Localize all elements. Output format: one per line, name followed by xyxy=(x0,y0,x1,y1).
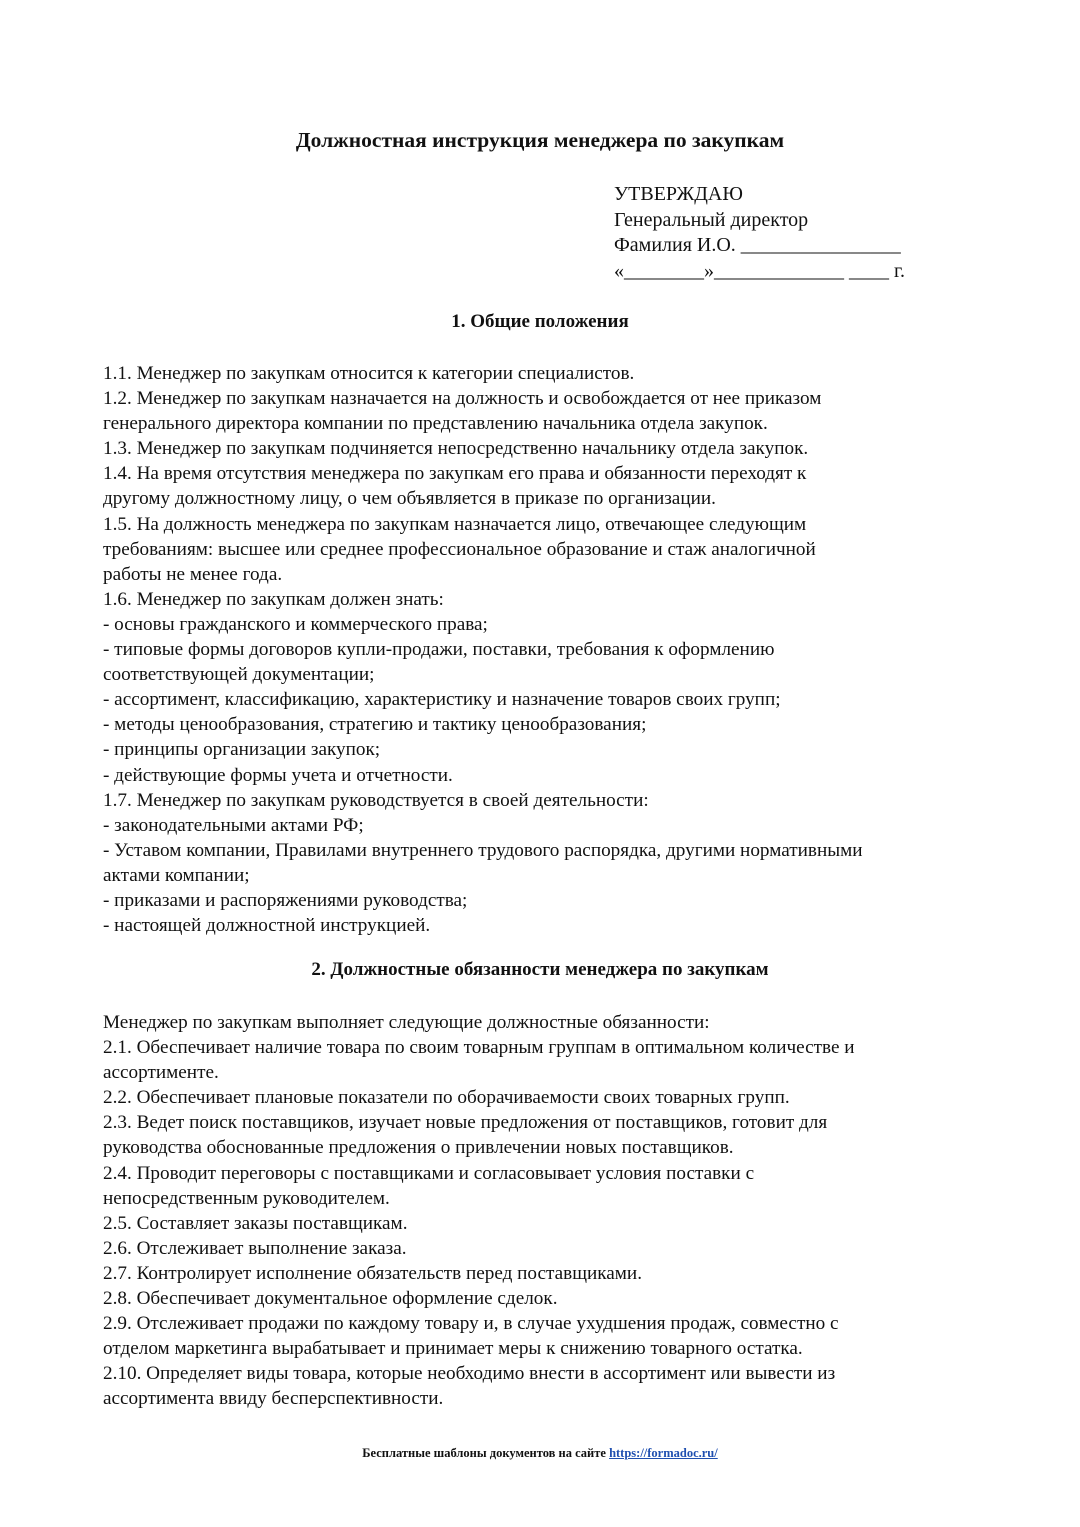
document-title: Должностная инструкция менеджера по закупкам xyxy=(295,128,785,152)
section-1-line: - действующие формы учета и отчетности. xyxy=(103,764,453,786)
section-1-line: - настоящей должностной инструкцией. xyxy=(103,915,431,937)
section-1-line: - основы гражданского и коммерческого права; xyxy=(103,613,488,635)
section-1-line: 1.1. Менеджер по закупкам относится к категории специалистов. xyxy=(103,363,635,384)
footer-text: Бесплатные шаблоны документов на сайте xyxy=(362,1446,610,1460)
section-2-line: 2.6. Отслеживает выполнение заказа. xyxy=(103,1237,407,1259)
section-2-line: 2.2. Обеспечивает плановые показатели по оборачиваемости своих товарных групп. xyxy=(103,1087,790,1109)
section-2-line: ассортимента ввиду бесперспективности. xyxy=(103,1388,444,1410)
section-1-line: другому должностному лицу, о чем объявляется в приказе по организации. xyxy=(103,488,716,510)
section-2-line: отделом маркетинга вырабатывает и принимает меры к снижению товарного остатка. xyxy=(103,1338,803,1360)
section-1-line: требованиям: высшее или среднее профессиональное образование и стаж аналогичной xyxy=(103,538,816,560)
section-2-body xyxy=(103,1010,983,1412)
section-2-line: 2.8. Обеспечивает документальное оформление сделок. xyxy=(103,1288,558,1310)
section-2-line: 2.4. Проводит переговоры с поставщиками и согласовывает условия поставки с xyxy=(103,1162,755,1184)
section-1-line: - законодательными актами РФ; xyxy=(103,814,364,836)
section-1-line: 1.7. Менеджер по закупкам руководствуется в своей деятельности: xyxy=(103,789,649,811)
section-1-line: - принципы организации закупок; xyxy=(103,739,381,761)
section-1-line: - ассортимент, классификацию, характеристику и назначение товаров своих групп; xyxy=(103,689,781,711)
section-1-line: - методы ценообразования, стратегию и тактику ценообразования; xyxy=(103,714,647,736)
approval-block xyxy=(614,182,905,284)
section-1-line: генерального директора компании по представлению начальника отдела закупок. xyxy=(103,413,768,435)
approval-signature-line: Фамилия И.О. ________________ xyxy=(614,234,901,256)
footer xyxy=(0,1446,1080,1461)
section-1-line: 1.6. Менеджер по закупкам должен знать: xyxy=(103,588,444,610)
section-2-line: 2.1. Обеспечивает наличие товара по своим товарным группам в оптимальном количестве и xyxy=(103,1037,855,1059)
section-1-line: - Уставом компании, Правилами внутреннего трудового распорядка, другими нормативными xyxy=(103,839,863,861)
section-1-line: актами компании; xyxy=(103,864,250,886)
section-2-line: 2.3. Ведет поиск поставщиков, изучает новые предложения от поставщиков, готовит для xyxy=(103,1112,828,1134)
section-2-line: ассортименте. xyxy=(103,1062,219,1084)
section-1-line: 1.4. На время отсутствия менеджера по закупкам его права и обязанности переходят к xyxy=(103,463,807,485)
section-1-line: 1.2. Менеджер по закупкам назначается на должность и освобождается от нее приказом xyxy=(103,388,822,410)
section-1-line: 1.5. На должность менеджера по закупкам назначается лицо, отвечающее следующим xyxy=(103,513,807,535)
section-2-line: 2.9. Отслеживает продажи по каждому товару и, в случае ухудшения продаж, совместно с xyxy=(103,1313,839,1335)
section-1-heading: 1. Общие положения xyxy=(451,311,629,332)
section-2-line: 2.10. Определяет виды товара, которые необходимо внести в ассортимент или вывести из xyxy=(103,1363,836,1385)
section-2-line: 2.7. Контролирует исполнение обязательств перед поставщиками. xyxy=(103,1262,643,1284)
section-1-line: соответствующей документации; xyxy=(103,664,375,686)
section-2-line: руководства обоснованные предложения о привлечении новых поставщиков. xyxy=(103,1137,734,1159)
section-2-line: непосредственным руководителем. xyxy=(103,1187,390,1209)
approval-date-line: «________»_____________ ____ г. xyxy=(614,259,905,282)
section-2-line: Менеджер по закупкам выполняет следующие должностные обязанности: xyxy=(103,1012,710,1033)
section-1-line: - типовые формы договоров купли-продажи, поставки, требования к оформлению xyxy=(103,639,775,661)
section-2-heading: 2. Должностные обязанности менеджера по закупкам xyxy=(311,959,769,980)
section-1-body xyxy=(103,361,983,938)
approval-position: Генеральный директор xyxy=(614,208,809,231)
section-1-line: работы не менее года. xyxy=(103,563,283,585)
section-1-line: 1.3. Менеджер по закупкам подчиняется непосредственно начальнику отдела закупок. xyxy=(103,438,809,460)
section-2-line: 2.5. Составляет заказы поставщикам. xyxy=(103,1212,408,1234)
approval-approve-word: УТВЕРЖДАЮ xyxy=(614,183,743,205)
footer-link[interactable]: https://formadoc.ru/ xyxy=(609,1446,718,1460)
section-1-line: - приказами и распоряжениями руководства; xyxy=(103,889,468,911)
